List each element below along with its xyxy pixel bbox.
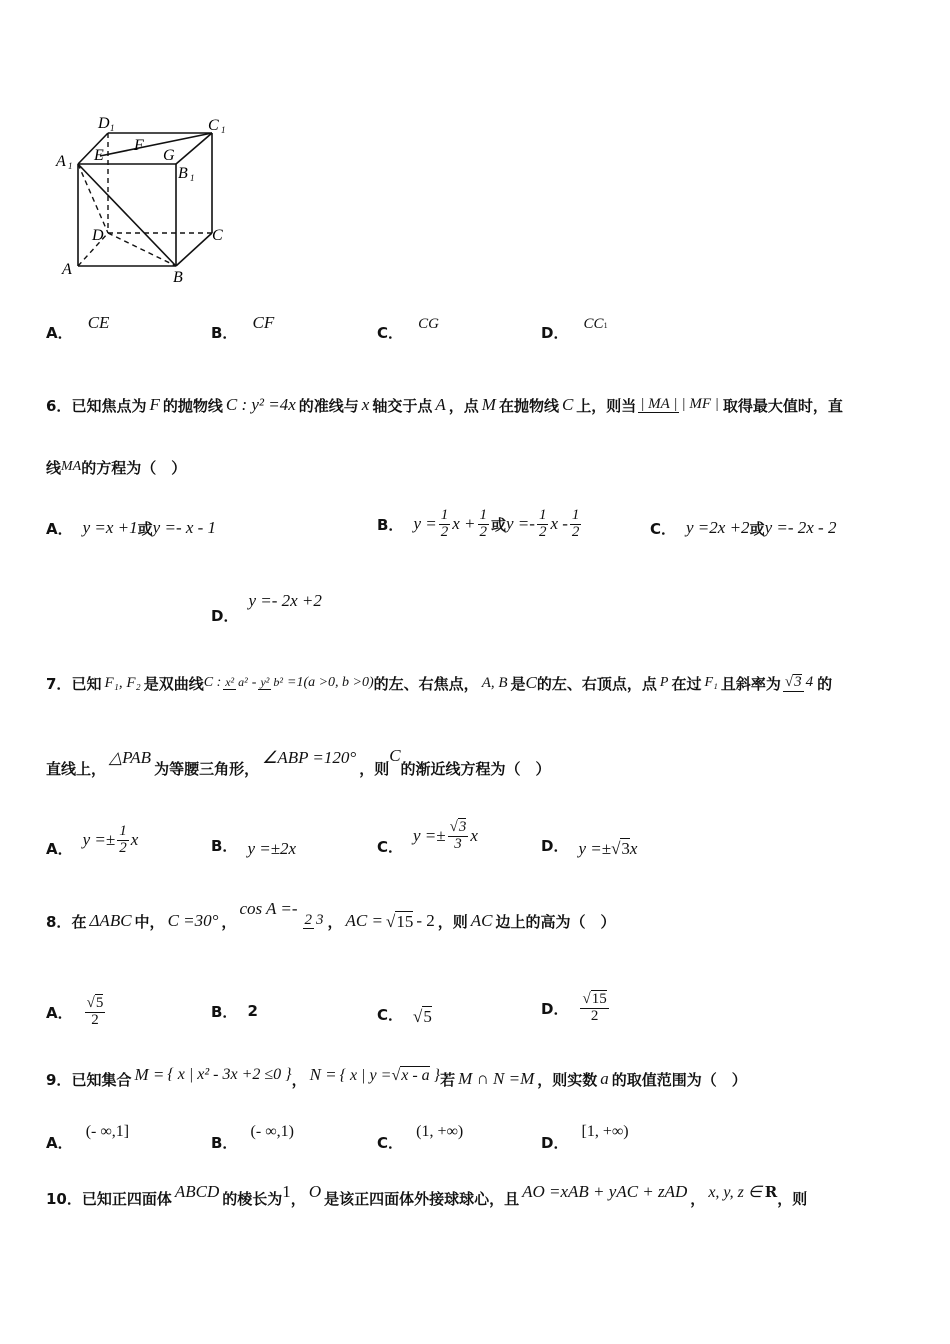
option-math: y =2x +2: [686, 518, 750, 537]
stem-text: 在: [71, 912, 87, 931]
q8-option-d[interactable]: [541, 980, 611, 1036]
option-label: B．: [377, 515, 404, 534]
stem-text: ，则: [437, 912, 468, 931]
option-math: (- ∞,1): [250, 1123, 294, 1140]
stem-text: 直线上，: [46, 759, 107, 778]
question-number: 9．: [46, 1070, 72, 1089]
q6-option-a[interactable]: [46, 510, 216, 546]
stem-text: ，: [290, 1189, 306, 1208]
vector-equation: AO =xAB + yAC + zAD: [522, 1182, 688, 1201]
math-var: C: [525, 673, 537, 692]
stem-text: ，: [327, 912, 343, 931]
ratio-fraction: | MA | | MF |: [640, 395, 719, 412]
option-math: x: [470, 826, 478, 845]
label-c1: C: [208, 117, 219, 134]
stem-text: 在过: [671, 674, 702, 693]
option-math: y =x +1: [82, 518, 138, 537]
stem-text: 的准线与: [298, 396, 359, 415]
q7-stem-line2: [46, 746, 551, 790]
fraction: $\frac{1}{2}$: [571, 506, 580, 540]
option-label: B．: [211, 324, 238, 342]
q6-stem-line1: [46, 372, 843, 438]
stem-text: ，: [221, 912, 237, 931]
stem-text: 上，则当: [576, 396, 637, 415]
option-label: B．: [211, 1002, 238, 1021]
fraction: $\frac{√3}{3}$: [449, 818, 467, 852]
math-var: C: [561, 395, 574, 414]
option-label: C．: [377, 837, 404, 856]
label-d1: D: [98, 115, 110, 132]
math-var: F₁, F₂: [104, 674, 141, 691]
fraction: $\frac{1}{2}$: [119, 822, 127, 856]
option-label: D．: [541, 324, 569, 342]
set-builder: { x | x² - 3x +2 ≤0 }: [167, 1066, 292, 1083]
stem-text: 的渐近线方程为（ ）: [400, 759, 551, 778]
slope-fraction: √3 4: [784, 674, 814, 691]
option-subscript: 1: [603, 321, 608, 330]
stem-text: 线: [46, 458, 62, 477]
stem-text: ，: [690, 1189, 706, 1208]
stem-text: 是双曲线: [143, 674, 204, 693]
sqrt: √5: [413, 1007, 432, 1026]
stem-text: 的左、右焦点，: [373, 674, 479, 693]
stem-text: 的: [817, 674, 833, 693]
stem-text: 是: [510, 674, 526, 693]
stem-text: 中，: [134, 912, 165, 931]
label-c: C: [212, 227, 223, 244]
option-math: y =: [413, 514, 437, 533]
math-set: x, y, z ∈: [708, 1184, 762, 1201]
math-var: O: [308, 1182, 322, 1201]
option-math: y =±2x: [247, 839, 297, 858]
q9-stem: [46, 1062, 747, 1096]
label-b: B: [173, 269, 183, 286]
option-math: x: [629, 839, 638, 858]
option-math: x +: [452, 514, 476, 533]
label-e: E: [94, 147, 104, 164]
stem-text: 已知: [71, 674, 102, 693]
math-var: M =: [134, 1065, 165, 1084]
or-text: 或: [491, 515, 507, 534]
math-var: A, B: [481, 674, 508, 691]
q9-option-a[interactable]: [46, 1120, 130, 1152]
stem-text: 在抛物线: [498, 396, 559, 415]
q7-option-c[interactable]: [377, 808, 478, 864]
or-text: 或: [749, 519, 765, 538]
set-builder: { x | y =√x - a }: [339, 1066, 441, 1084]
option-value: CC: [583, 316, 604, 332]
stem-text: 是该正四面体外接球球心，且: [324, 1189, 520, 1208]
option-label: A．: [46, 1134, 73, 1152]
math-var: MA: [61, 459, 82, 474]
option-math: y =±: [82, 830, 116, 849]
option-label: C．: [377, 1134, 404, 1152]
fraction: $\frac{1}{2}$: [479, 506, 487, 540]
q5-option-a[interactable]: [46, 312, 110, 342]
math-var: F: [149, 395, 160, 414]
option-math: y =- x - 1: [152, 518, 217, 537]
q7-option-a[interactable]: [46, 812, 138, 868]
option-label: C．: [650, 519, 677, 538]
q8-option-b[interactable]: [211, 1000, 268, 1022]
fraction: $\frac{1}{2}$: [440, 506, 449, 540]
option-label: D．: [541, 836, 569, 855]
option-value: CF: [252, 313, 275, 332]
fraction: $\frac{√5}{2}$: [86, 994, 104, 1028]
option-label: D．: [211, 606, 239, 625]
stem-text: 已知集合: [71, 1070, 132, 1089]
q6-option-d[interactable]: [211, 590, 322, 624]
label-a1: A: [56, 153, 66, 170]
math-equation: C : y² =4x: [225, 395, 296, 414]
option-label: D．: [541, 999, 569, 1018]
fraction: 2 3: [304, 911, 324, 928]
or-text: 或: [137, 519, 153, 538]
question-number: 10．: [46, 1189, 82, 1208]
math-var: △PAB: [109, 748, 152, 767]
math-op: -: [251, 675, 257, 690]
question-number: 8．: [46, 912, 72, 931]
stem-text: 已知正四面体: [81, 1189, 172, 1208]
math-var: N =: [309, 1065, 337, 1084]
q8-option-a[interactable]: [46, 984, 107, 1040]
option-label: D．: [541, 1134, 569, 1152]
label-a1-sub: 1: [68, 161, 73, 171]
cube-figure: [50, 108, 240, 288]
label-g: G: [163, 147, 175, 164]
math-value: 1: [282, 1182, 291, 1201]
q7-option-b[interactable]: [211, 830, 296, 860]
stem-text: ，则实数: [537, 1070, 598, 1089]
stem-text: 若: [440, 1070, 456, 1089]
real-set-symbol: R: [764, 1183, 778, 1201]
fraction: $\frac{√15}{2}$: [582, 990, 607, 1024]
q7-option-d[interactable]: [541, 830, 637, 860]
math-var: C :: [203, 675, 222, 690]
fraction: y² b²: [260, 675, 283, 690]
stem-text: 取得最大值时，直: [722, 396, 843, 415]
stem-text: 的左、右顶点，点: [536, 674, 657, 693]
q6-stem-line2: [46, 455, 186, 479]
q9-option-c[interactable]: [377, 1120, 464, 1152]
option-label: B．: [211, 1134, 238, 1152]
sqrt: √3: [611, 839, 630, 858]
option-label: B．: [211, 836, 238, 855]
stem-text: ，点: [448, 396, 479, 415]
q5-option-c[interactable]: [377, 312, 439, 342]
stem-text: 边上的高为（ ）: [495, 912, 616, 931]
q9-option-d[interactable]: [541, 1120, 629, 1152]
q10-stem: [46, 1180, 807, 1216]
label-f: F: [134, 137, 144, 154]
math-var: M: [481, 395, 496, 414]
math-var: P: [659, 675, 669, 690]
option-math: (- ∞,1]: [85, 1123, 130, 1140]
label-a: A: [62, 261, 72, 278]
question-number: 6．: [46, 396, 72, 415]
option-label: C．: [377, 1005, 404, 1024]
q6-option-b[interactable]: [377, 496, 583, 552]
option-label: A．: [46, 324, 73, 342]
option-math: y =- 2x +2: [248, 591, 322, 610]
math-var: C: [389, 746, 401, 765]
math-var: a: [600, 1069, 609, 1088]
stem-text: 的抛物线: [162, 396, 223, 415]
q5-option-d[interactable]: [541, 312, 608, 342]
math-var: ΔABC: [89, 911, 132, 930]
option-label: A．: [46, 839, 73, 858]
q8-option-c[interactable]: [377, 1000, 432, 1028]
math-equation: cos A =-: [239, 899, 298, 918]
math-op: - 2: [416, 911, 435, 930]
option-math: y =- 2x - 2: [764, 518, 837, 537]
option-label: A．: [46, 519, 73, 538]
math-equation: =1(a >0, b >0): [287, 675, 374, 690]
math-var: x: [361, 395, 370, 414]
label-b1: B: [178, 165, 188, 182]
fraction: $\frac{1}{2}$: [538, 506, 547, 540]
stem-text: 已知焦点为: [71, 396, 147, 415]
math-var: A: [435, 395, 446, 414]
option-math: y =-: [506, 514, 535, 533]
math-var: ABCD: [174, 1182, 220, 1201]
math-equation: ∠ABP =120°: [262, 748, 357, 767]
option-value: 2: [247, 1002, 258, 1020]
label-b1-sub: 1: [190, 173, 195, 183]
q8-stem: [46, 892, 616, 950]
option-math: (1, +∞): [416, 1123, 464, 1140]
math-equation: C =30°: [167, 911, 219, 930]
q6-option-c[interactable]: [650, 510, 836, 546]
label-d: D: [92, 227, 104, 244]
q9-option-b[interactable]: [211, 1120, 294, 1152]
option-math: x -: [550, 514, 568, 533]
option-label: C．: [377, 324, 404, 342]
label-d1-sub: 1: [110, 123, 115, 133]
stem-text: ，: [291, 1070, 307, 1089]
stem-text: 的取值范围为（ ）: [611, 1070, 747, 1089]
stem-text: 为等腰三角形，: [154, 759, 260, 778]
option-value: CE: [87, 313, 110, 332]
stem-text: 且斜率为: [720, 674, 781, 693]
fraction: x² a²: [225, 675, 248, 690]
stem-text: 的方程为（ ）: [81, 458, 187, 477]
label-c1-sub: 1: [221, 125, 226, 135]
math-equation: AC =: [345, 911, 383, 930]
q7-stem-line1: [46, 652, 832, 714]
sqrt: √15: [385, 911, 414, 931]
option-value: CG: [418, 316, 439, 332]
stem-text: ，则: [777, 1189, 808, 1208]
option-label: A．: [46, 1003, 73, 1022]
option-math: x: [130, 830, 139, 849]
q5-option-b[interactable]: [211, 312, 275, 342]
stem-text: 轴交于点: [372, 396, 433, 415]
option-math: y =±: [413, 826, 446, 845]
option-math: y =±: [578, 839, 612, 858]
math-var: AC: [470, 911, 493, 930]
option-math: [1, +∞): [581, 1123, 629, 1140]
stem-text: ，则: [359, 759, 390, 778]
math-equation: M ∩ N =M: [458, 1069, 535, 1088]
stem-text: 的棱长为: [222, 1189, 283, 1208]
question-number: 7．: [46, 674, 72, 693]
math-var: F₁: [704, 675, 718, 690]
